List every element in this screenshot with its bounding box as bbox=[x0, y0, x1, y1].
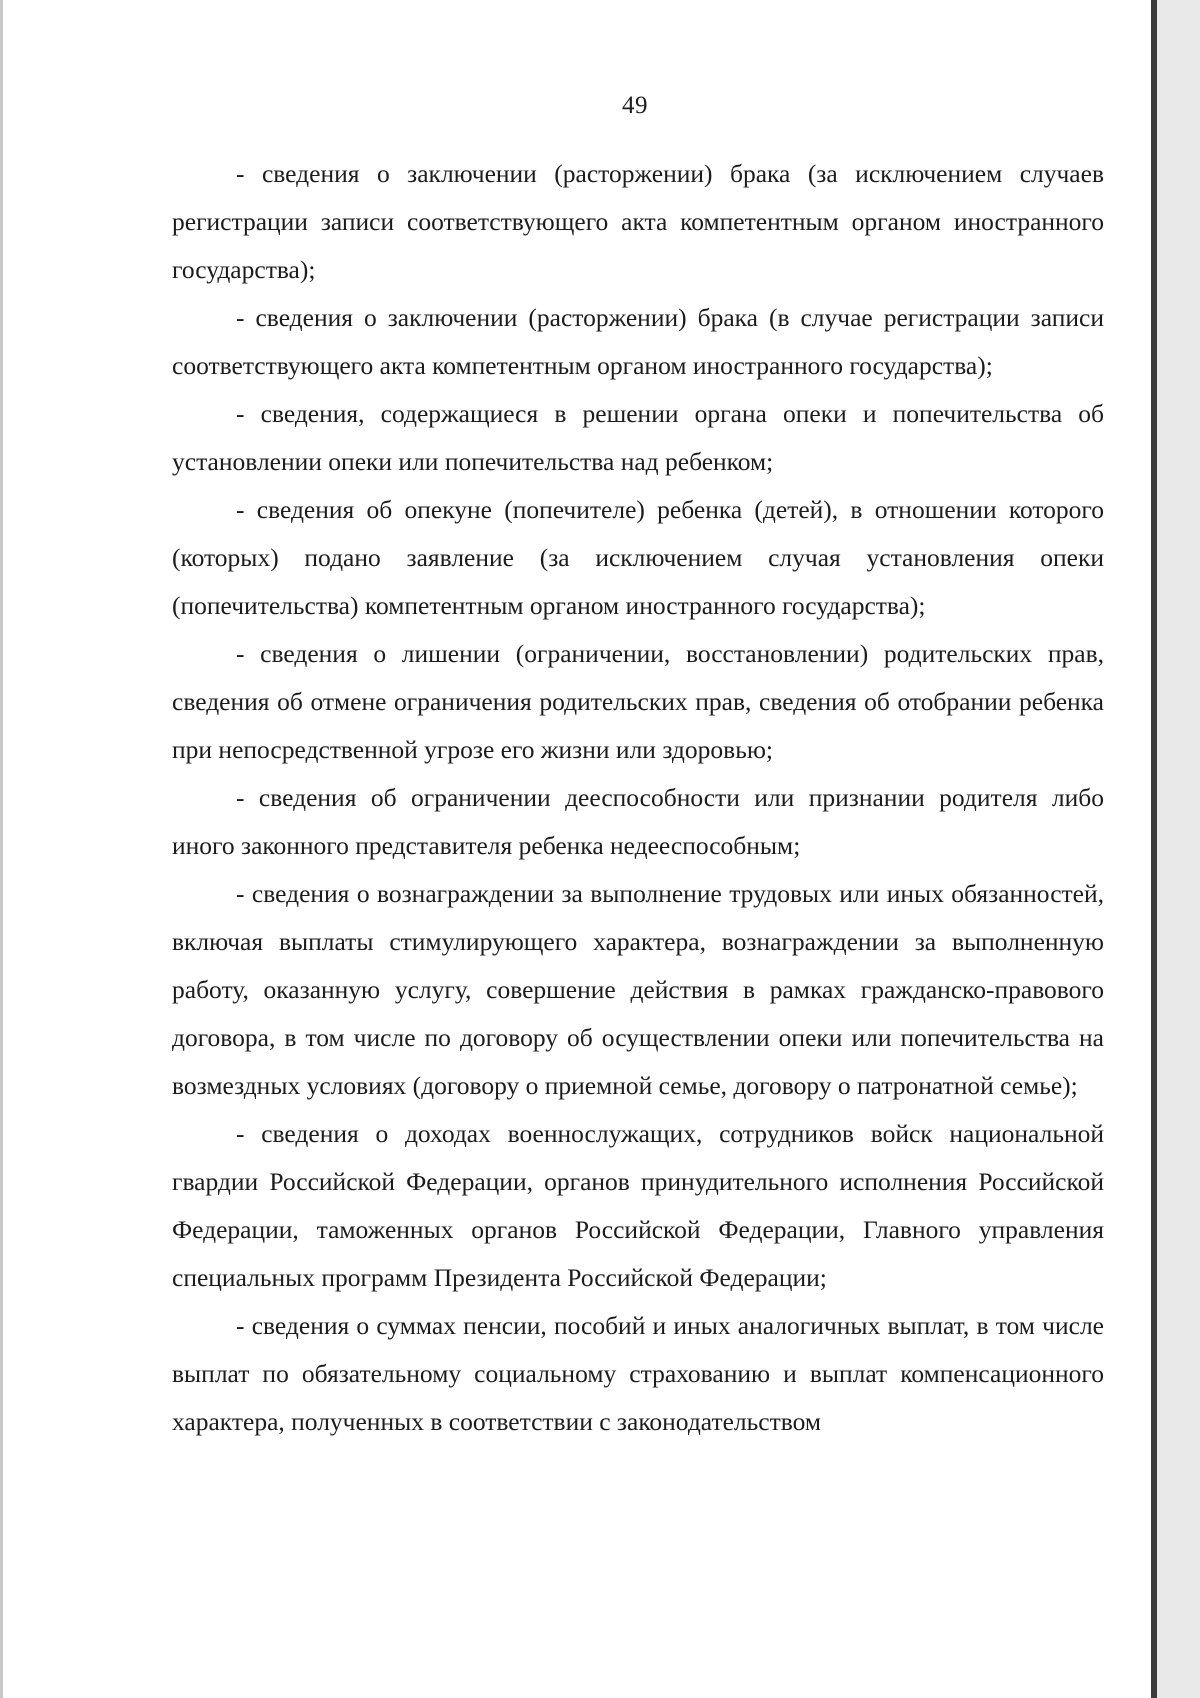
paragraph-remuneration: - сведения о вознаграждении за выполнение трудовых или иных обязанностей, включая выплаты стимулирующего характера, вознаграждении за выполненную работу, оказанную услугу, совершение действия в рамках гражданско-правового договора, в том числе по договору об осуществлении опеки или попечительства на возмездных условиях (договору о приемной семье, договору о патронатной семье); bbox=[172, 879, 1104, 1100]
page-number: 49 bbox=[622, 92, 648, 119]
paragraph-parental-rights: - сведения о лишении (ограничении, восстановлении) родительских прав, сведения об отмене ограничения родительских прав, сведения об отобрании ребенка при непосредственной угрозе его жизни или здоровью; bbox=[172, 639, 1104, 764]
paragraph-pensions: - сведения о суммах пенсии, пособий и иных аналогичных выплат, в том числе выплат по обязательному социальному страхованию и выплат компенсационного характера, полученных в соответствии с законодательством bbox=[172, 1311, 1104, 1436]
scan-left-edge bbox=[0, 0, 3, 1698]
paragraph-guardianship-decision: - сведения, содержащиеся в решении органа опеки и попечительства об установлении опеки или попечительства над ребенком; bbox=[172, 399, 1104, 476]
paragraph-guardian-info: - сведения об опекуне (попечителе) ребенка (детей), в отношении которого (которых) подано заявление (за исключением случая установления опеки (попечительства) компетентным органом иностранного государства); bbox=[172, 495, 1104, 620]
paragraph-marriage-except-foreign: - сведения о заключении (расторжении) брака (за исключением случаев регистрации записи соответствующего акта компетентным органом иностранного государства); bbox=[172, 159, 1104, 284]
paragraph-marriage-foreign: - сведения о заключении (расторжении) брака (в случае регистрации записи соответствующего акта компетентным органом иностранного государства); bbox=[172, 303, 1104, 380]
paragraph-legal-capacity: - сведения об ограничении дееспособности или признании родителя либо иного законного представителя ребенка недееспособным; bbox=[172, 783, 1104, 860]
scan-right-margin bbox=[1157, 0, 1200, 1698]
document-body bbox=[172, 150, 1104, 1446]
paragraph-military-income: - сведения о доходах военнослужащих, сотрудников войск национальной гвардии Российской Федерации, органов принудительного исполнения Российской Федерации, таможенных органов Российской Федерации, Главного управления специальных программ Президента Российской Федерации; bbox=[172, 1119, 1104, 1292]
